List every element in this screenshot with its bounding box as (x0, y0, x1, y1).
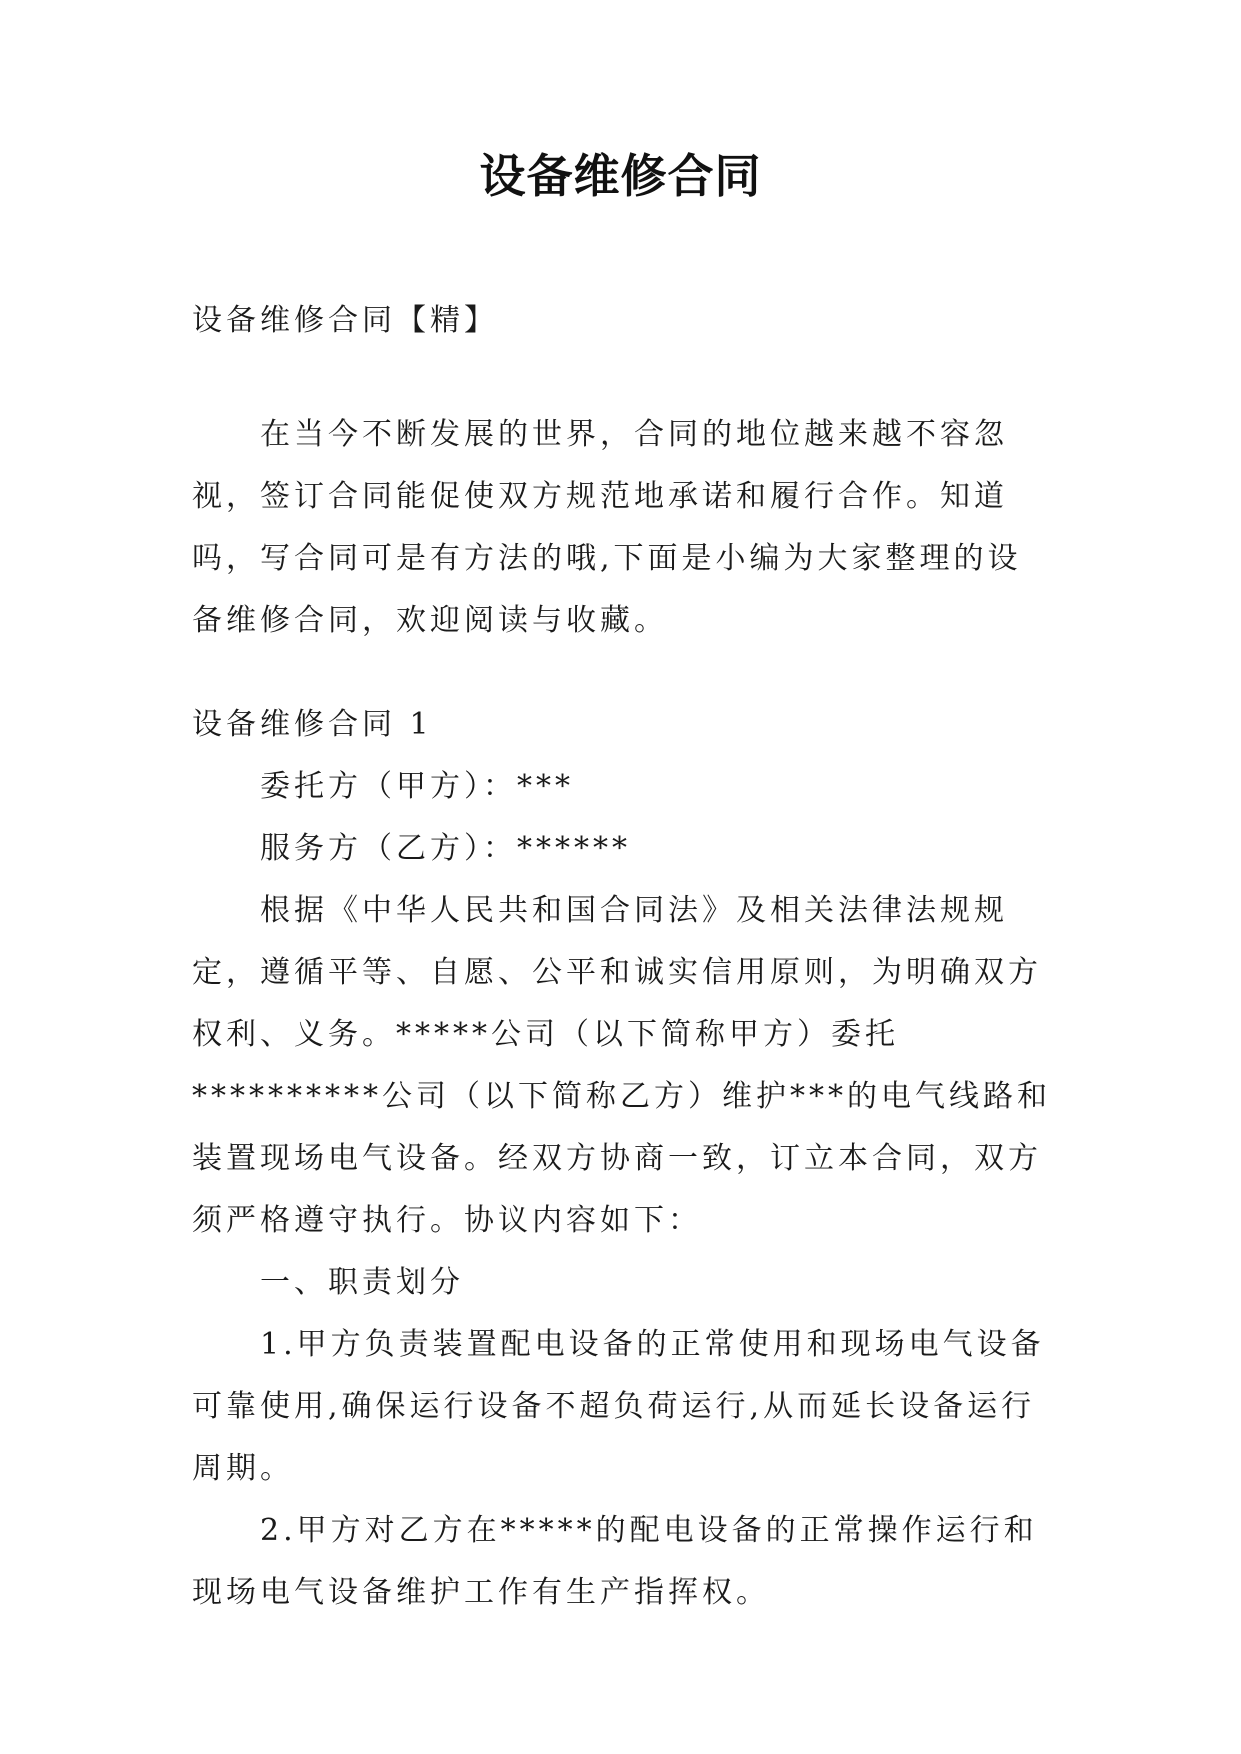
client-party-line: 委托方（甲方）：*** (260, 769, 574, 804)
intro-paragraph-container (192, 404, 1054, 652)
section-heading: 设备维修合同 1 (192, 707, 433, 742)
clause-2-paragraph: 2.甲方对乙方在*****的配电设备的正常操作运行和现场电气设备维护工作有生产指挥权。 (192, 1513, 1038, 1610)
document-title: 设备维修合同 (479, 149, 762, 203)
document-subtitle (192, 290, 1054, 352)
contract-section (192, 694, 1054, 1624)
intro-paragraph: 在当今不断发展的世界，合同的地位越来越不容忽视，签订合同能促使双方规范地承诺和履行合作。知道吗，写合同可是有方法的哦,下面是小编为大家整理的设备维修合同，欢迎阅读与收藏。 (192, 417, 1022, 638)
subtitle-text: 设备维修合同【精】 (192, 303, 498, 338)
provider-party-line: 服务方（乙方）：****** (260, 831, 631, 866)
preamble-paragraph: 根据《中华人民共和国合同法》及相关法律法规规定，遵循平等、自愿、公平和诚实信用原则，为明确双方权利、义务。*****公司（以下简称甲方）委托**********公司（以下简称乙方）维护***的电气线路和装置现场电气设备。经双方协商一致，订立本合同，双方须严格遵守执行。协议内容如下： (192, 893, 1051, 1238)
clause-1-paragraph: 1.甲方负责装置配电设备的正常使用和现场电气设备可靠使用,确保运行设备不超负荷运行,从而延长设备运行周期。 (192, 1327, 1045, 1486)
part-one-heading: 一、职责划分 (260, 1265, 464, 1300)
